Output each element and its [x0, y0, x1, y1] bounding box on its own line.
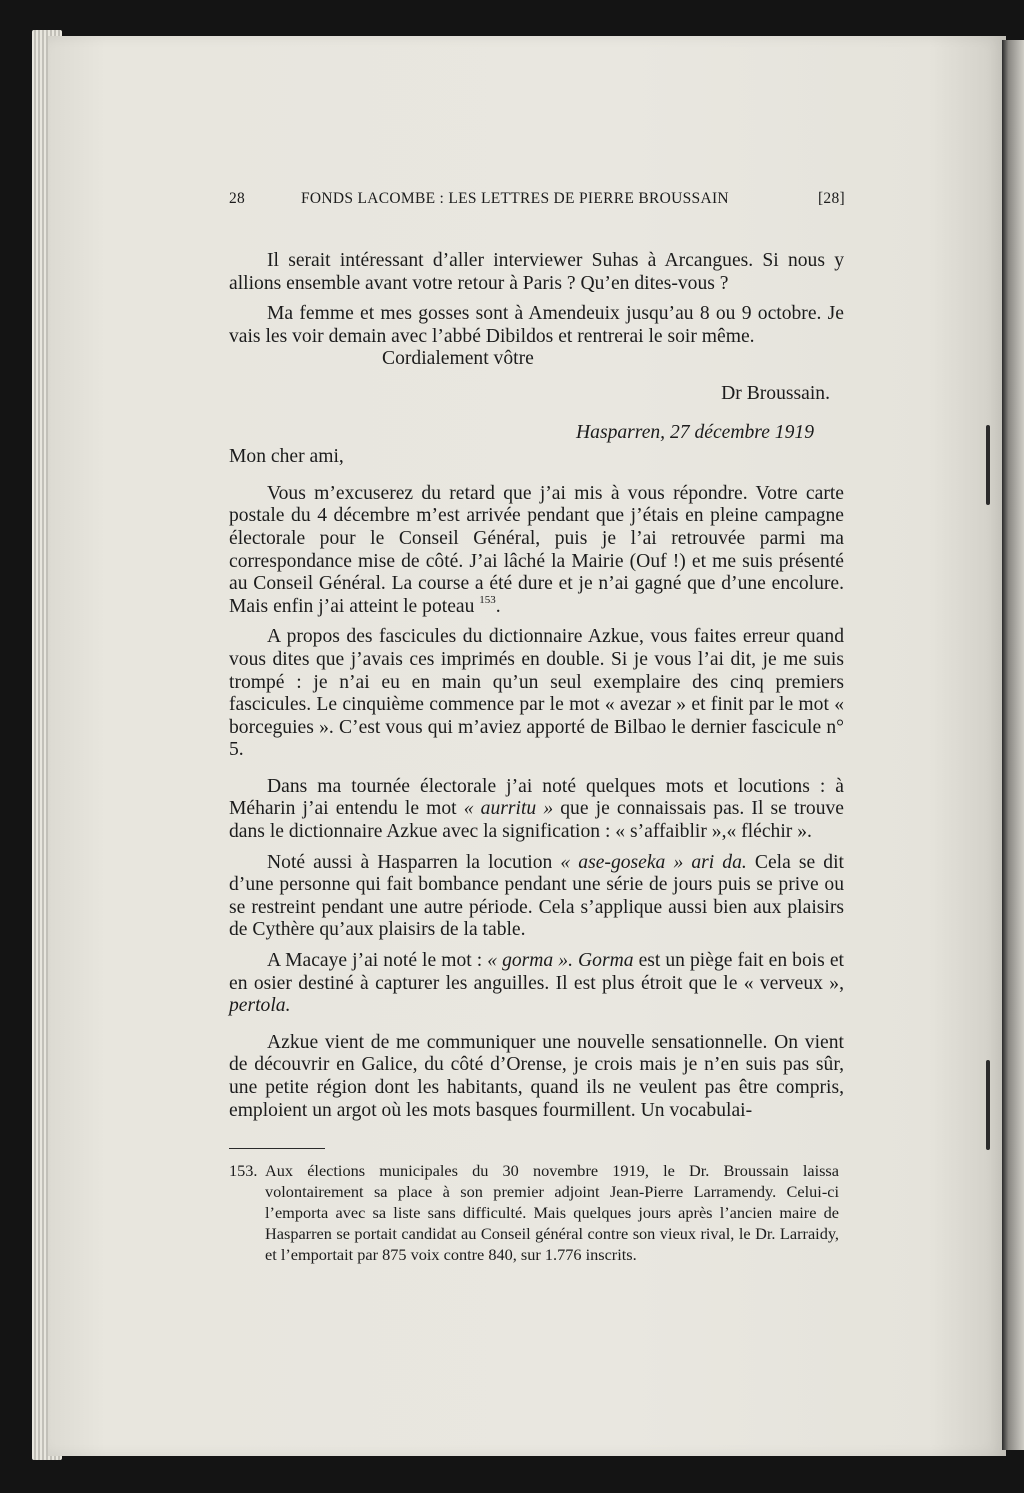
running-title: FONDS LACOMBE : LES LETTRES DE PIERRE BROUSSAIN	[301, 190, 729, 207]
letter2-paragraph	[229, 776, 844, 844]
letter1-paragraph: Il serait intéressant d’aller interviewer Suhas à Arcangues. Si nous y allions ensemble avant votre retour à Paris ? Qu’en dites-vous ?	[229, 250, 844, 294]
footnote-reference: 153	[479, 593, 496, 606]
letter2-paragraph: Azkue vient de me communiquer une nouvelle sensationnelle. On vient de découvrir en Galice, du côté d’Orense, je crois mais je n’en suis pas sûr, une petite région dont les habitants, quand ils ne veulent pas être compris, emploient un argot où les mots basques fourmillent. Un vocabulai-	[229, 1031, 844, 1121]
footnote-text: Aux élections municipales du 30 novembre 1919, le Dr. Broussain laissa volontairement sa place à son premier adjoint Jean-Pierre Larramendy. Celui-ci l’emporta avec sa liste sans difficulté. Mais quelques jours après l’ancien maire de Hasparren se portait candidat au Conseil général contre son vieux rival, le Dr. Larraidy, et l’emportait par 875 voix contre 840, sur 1.776 inscrits.	[265, 1161, 839, 1264]
page-number: 28	[229, 190, 246, 207]
paragraph-text: que je connaissais pas. Il se trouve dans le dictionnaire Azkue avec la signification : « s’affaiblir »,« fléchir ».	[229, 798, 845, 843]
basque-term: pertola.	[229, 995, 291, 1017]
letter-closing: Cordialement vôtre	[382, 348, 534, 370]
basque-term: « ase-goseka » ari da.	[560, 851, 747, 873]
footnote-divider	[229, 1148, 325, 1149]
paragraph-text: Noté aussi à Hasparren la locution	[267, 851, 561, 873]
paragraph-text: Vous m’excuserez du retard que j’ai mis à vous répondre. Votre carte postale du 4 décembre m’est arrivée pendant que j’étais en pleine campagne électorale pour le Conseil Général, puis je l’ai retrouvée parmi ma correspondance mise de côté. J’ai lâché la Mairie (Ouf !) et me suis présenté au Conseil Général. La course a été dure et je n’ai gagné que d’une encolure. Mais enfin j’ai atteint le poteau	[229, 482, 844, 617]
letter1-paragraph: Ma femme et mes gosses sont à Amendeuix jusqu’au 8 ou 9 octobre. Je vais les voir demain avec l’abbé Dibildos et rentrerai le soir même.	[229, 303, 844, 347]
paragraph-text: Dans ma tournée électorale j’ai noté quelques mots et locutions : à Méharin j’ai entendu le mot	[229, 775, 844, 820]
paragraph-text: est un piège fait en bois et en osier destiné à capturer les anguilles. Il est plus étroit que le « verveux »,	[229, 950, 844, 994]
letter-salutation: Mon cher ami,	[229, 446, 344, 468]
paragraph-text: A Macaye j’ai noté le mot :	[267, 950, 488, 972]
bracketed-page-number: [28]	[817, 190, 845, 207]
running-header	[229, 190, 849, 214]
letter2-paragraph	[229, 852, 844, 942]
letter2-paragraph: A propos des fascicules du dictionnaire Azkue, vous faites erreur quand vous dites que j’avais ces imprimés en double. Si je vous l’ai dit, je me suis trompé : je n’ai eu en main qu’un seul exemplaire des cinq premiers fascicules. Le cinquième commence par le mot « avezar » et finit par le mot « borceguies ». C’est vous qui m’aviez apporté de Bilbao le dernier fascicule n° 5.	[229, 626, 844, 761]
facing-page-edge	[1002, 40, 1024, 1450]
letter2-paragraph	[229, 950, 844, 1018]
binding-staple	[986, 1060, 990, 1150]
footnote-number: 153.	[229, 1161, 258, 1180]
paragraph-text: Cela se dit d’une personne qui fait bombance pendant une série de jours puis se prive ou se restreint pendant une autre période. Cela s’applique aussi bien aux plaisirs de Cythère qu’aux plaisirs de la table.	[229, 851, 844, 941]
binding-staple	[986, 425, 990, 505]
letter2-paragraph: Vous m’excuserez du retard que j’ai mis à vous répondre. Votre carte postale du 4 décembre m’est arrivée pendant que j’étais en pleine campagne électorale pour le Conseil Général, puis je l’ai retrouvée parmi ma correspondance mise de côté. J’ai lâché la Mairie (Ouf !) et me suis présenté au Conseil Général. La course a été dure et je n’ai gagné que d’une encolure. Mais enfin j’ai atteint le poteau $^{153}$.	[229, 482, 844, 617]
main-text	[229, 250, 844, 1122]
footnote	[229, 1160, 839, 1265]
letter-signature: Dr Broussain.	[721, 382, 830, 404]
basque-term: « aurritu »	[463, 798, 554, 820]
basque-term: Gorma	[578, 950, 634, 972]
letter-place-date: Hasparren, 27 décembre 1919	[576, 421, 814, 443]
basque-term: « gorma ».	[487, 950, 573, 972]
